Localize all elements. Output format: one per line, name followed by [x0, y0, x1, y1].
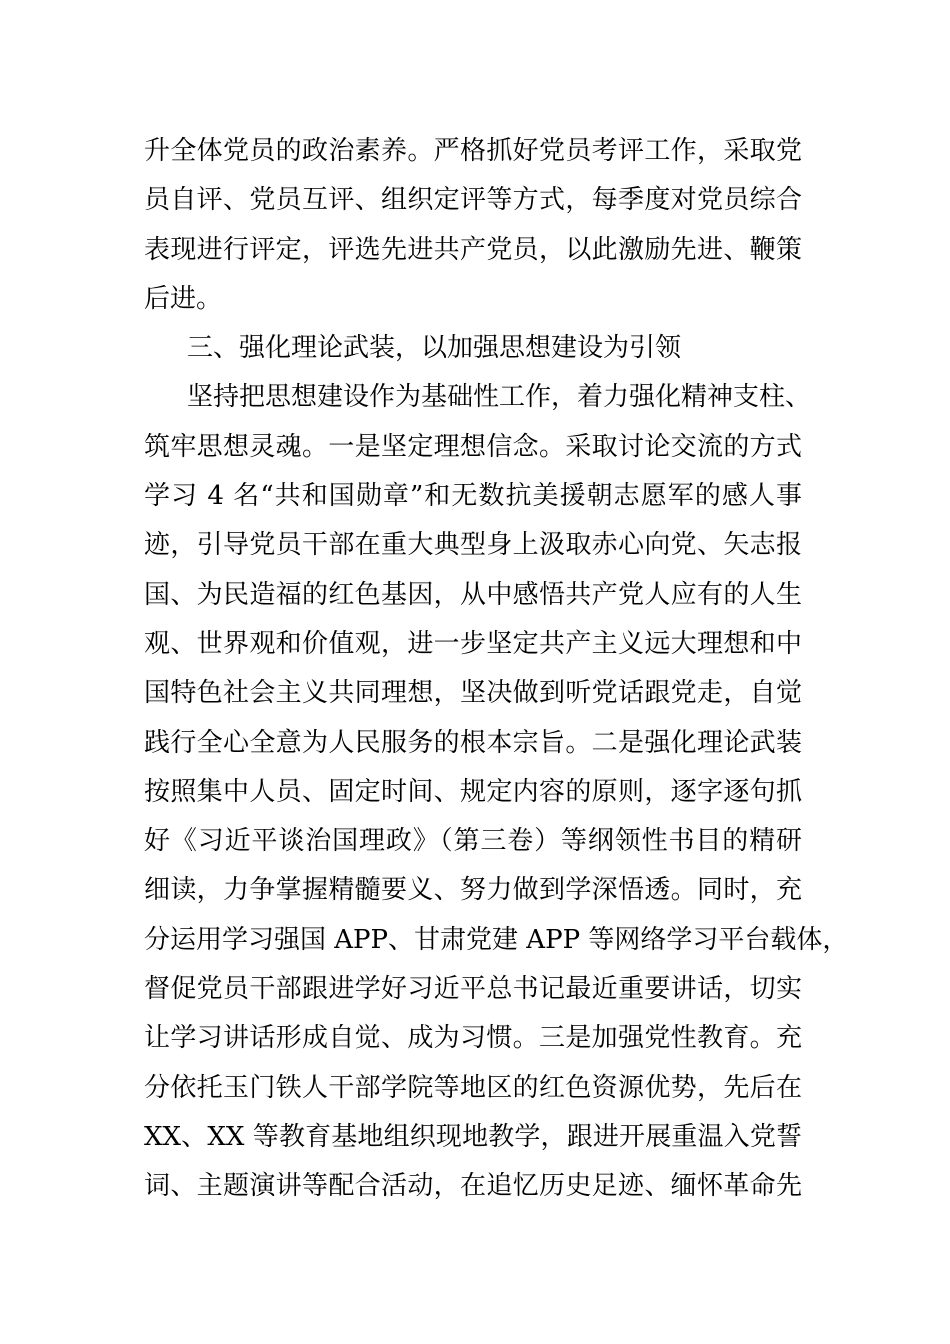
text-line: 国特色社会主义共同理想，坚决做到听党话跟党走，自觉	[144, 678, 802, 709]
section-heading: 三、强化理论武装，以加强思想建设为引领	[187, 333, 682, 364]
text-line: 让学习讲话形成自觉、成为习惯。三是加强党性教育。充	[144, 1023, 802, 1054]
text-line: 践行全心全意为人民服务的根本宗旨。二是强化理论武装	[144, 727, 802, 758]
text-line: 筑牢思想灵魂。一是坚定理想信念。采取讨论交流的方式	[144, 431, 802, 462]
text-line: 观、世界观和价值观，进一步坚定共产主义远大理想和中	[144, 628, 802, 659]
text-line: 督促党员干部跟进学好习近平总书记最近重要讲话，切实	[144, 974, 802, 1005]
text-line: 按照集中人员、固定时间、规定内容的原则，逐字逐句抓	[144, 776, 802, 807]
text-line: 细读，力争掌握精髓要义、努力做到学深悟透。同时，充	[144, 875, 802, 906]
text-line: 升全体党员的政治素养。严格抓好党员考评工作，采取党	[144, 136, 802, 166]
text-line: 分依托玉门铁人干部学院等地区的红色资源优势，先后在	[144, 1072, 802, 1103]
text-line: 学习 4 名“共和国勋章”和无数抗美援朝志愿军的感人事	[144, 481, 802, 512]
text-line: 词、主题演讲等配合活动，在追忆历史足迹、缅怀革命先	[144, 1171, 802, 1202]
body-text	[144, 127, 849, 1212]
text-line: 坚持把思想建设作为基础性工作，着力强化精神支柱、	[187, 382, 812, 413]
text-line: 好《习近平谈治国理政》（第三卷）等纲领性书目的精研	[144, 826, 802, 857]
text-line: 迹，引导党员干部在重大典型身上汲取赤心向党、矢志报	[144, 530, 802, 561]
text-line: 表现进行评定，评选先进共产党员，以此激励先进、鞭策	[144, 234, 802, 265]
text-line: 国、为民造福的红色基因，从中感悟共产党人应有的人生	[144, 579, 802, 610]
text-line: XX、XX 等教育基地组织现地教学，跟进开展重温入党誓	[144, 1121, 802, 1152]
text-line: 员自评、党员互评、组织定评等方式，每季度对党员综合	[144, 185, 802, 216]
text-line: 后进。	[144, 283, 223, 314]
text-line: 分运用学习强国 APP、甘肃党建 APP 等网络学习平台载体，	[144, 924, 849, 955]
